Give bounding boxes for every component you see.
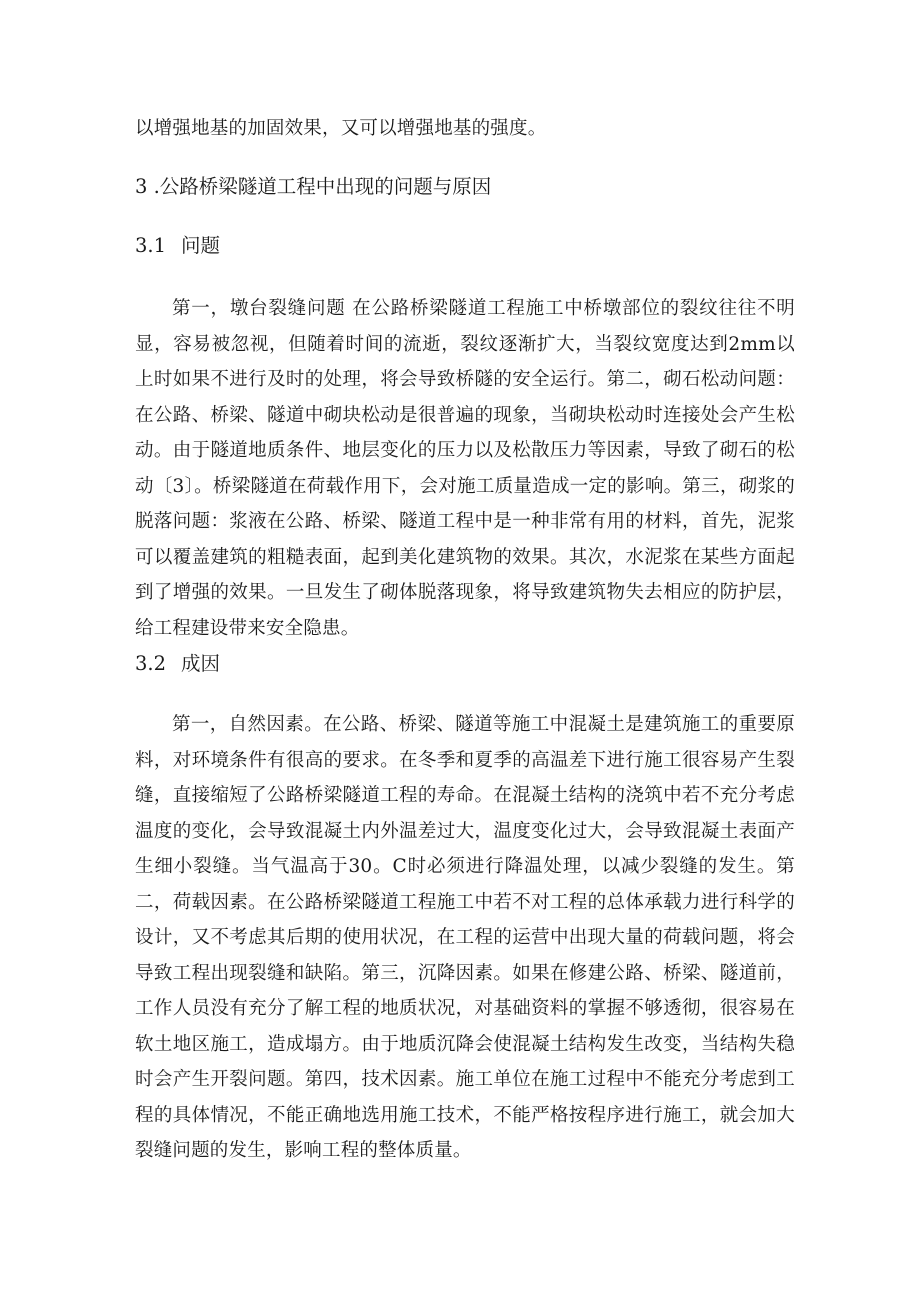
section-3-2-title: 成因 xyxy=(181,652,221,675)
continuation-text: 以增强地基的加固效果，又可以增强地基的强度。 xyxy=(135,118,547,139)
section-3-title: 3 .公路桥梁隧道工程中出现的问题与原因 xyxy=(135,175,492,198)
section-3-1-title: 问题 xyxy=(181,234,221,257)
section-3-2-heading xyxy=(135,651,220,677)
section-3-2-number: 3.2 xyxy=(135,652,167,675)
section-3-2-body: 第一，自然因素。在公路、桥梁、隧道等施工中混凝土是建筑施工的重要原料，对环境条件有很高的要求。在冬季和夏季的高温差下进行施工很容易产生裂缝，直接缩短了公路桥梁隧道工程的寿命。在混凝土结构的浇筑中若不充分考虑温度的变化，会导致混凝土内外温差过大，温度变化过大，会导致混凝土表面产生细小裂缝。当气温高于30。C时必须进行降温处理，以减少裂缝的发生。第二，荷载因素。在公路桥梁隧道工程施工中若不对工程的总体承载力进行科学的设计，又不考虑其后期的使用状况，在工程的运营中出现大量的荷载问题，将会导致工程出现裂缝和缺陷。第三，沉降因素。如果在修建公路、桥梁、隧道前，工作人员没有充分了解工程的地质状况，对基础资料的掌握不够透彻，很容易在软土地区施工，造成塌方。由于地质沉降会使混凝土结构发生改变，当结构失稳时会产生开裂问题。第四，技术因素。施工单位在施工过程中不能充分考虑到工程的具体情况，不能正确地选用施工技术，不能严格按程序进行施工，就会加大裂缝问题的发生，影响工程的整体质量。 xyxy=(135,714,795,1161)
section-3-1-body: 第一，墩台裂缝问题 在公路桥梁隧道工程施工中桥墩部位的裂纹往往不明显，容易被忽视，但随着时间的流逝，裂纹逐渐扩大，当裂纹宽度达到2mm以上时如果不进行及时的处理，将会导致桥隧的安全运行。第二，砌石松动问题：在公路、桥梁、隧道中砌块松动是很普遍的现象，当砌块松动时连接处会产生松动。由于隧道地质条件、地层变化的压力以及松散压力等因素，导致了砌石的松动〔3〕。桥梁隧道在荷载作用下，会对施工质量造成一定的影响。第三，砌浆的脱落问题：浆液在公路、桥梁、隧道工程中是一种非常有用的材料，首先，泥浆可以覆盖建筑的粗糙表面，起到美化建筑物的效果。其次，水泥浆在某些方面起到了增强的效果。一旦发生了砌体脱落现象，将导致建筑物失去相应的防护层，给工程建设带来安全隐患。 xyxy=(135,298,795,639)
section-3-1-number: 3.1 xyxy=(135,234,167,257)
section-3-1-heading xyxy=(135,233,220,259)
